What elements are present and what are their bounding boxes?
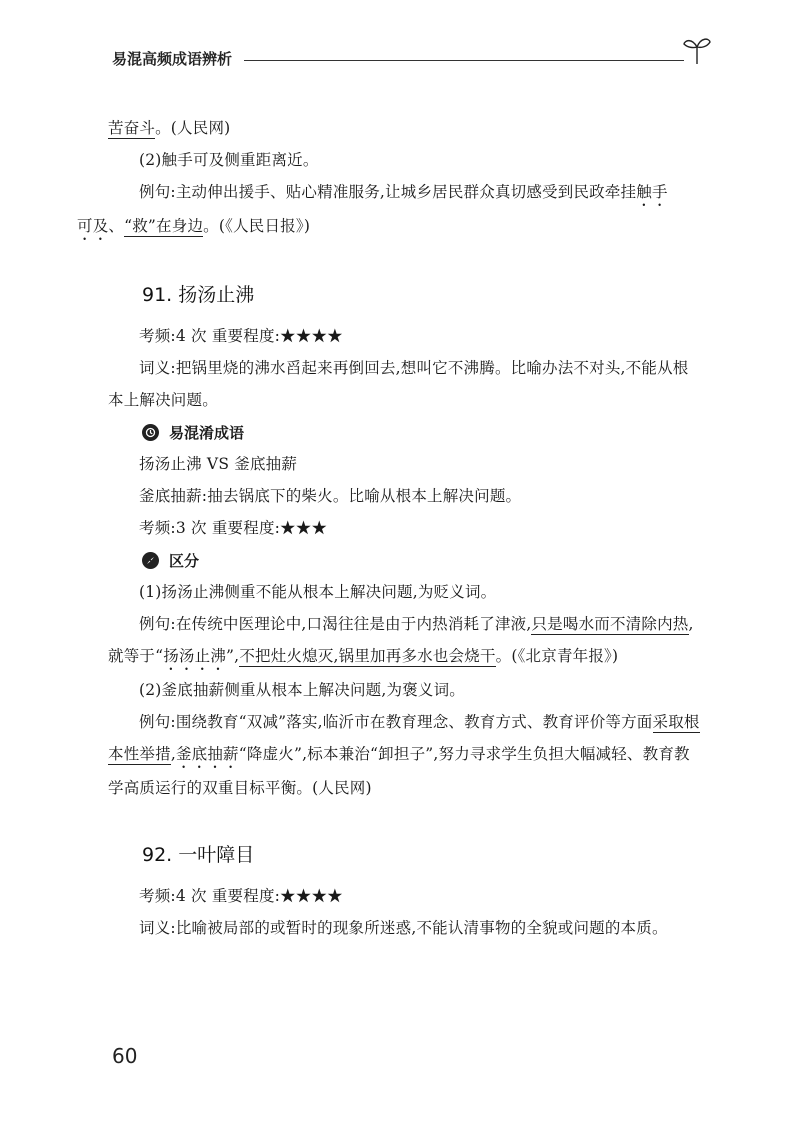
difference-point-1: (1)扬汤止沸侧重不能从根本上解决问题,为贬义词。 [139,583,497,601]
header-title: 易混高频成语辨析 [112,50,233,68]
header-rule [244,60,684,61]
example-sentence: 例句:主动伸出援手、贴心精准服务,让城乡居民群众真切感受到民政牵挂触手 可及、“救”在身边。(《人民日报》) [77,183,668,235]
entry-91-frequency: 考频:4 次 重要程度:★★★★ [139,327,343,345]
confuse-heading: 易混淆成语 [142,416,702,448]
entry-92-meaning: 词义:比喻被局部的或暂时的现象所迷惑,不能认清事物的全貌或问题的本质。 [139,919,668,937]
page-body [77,112,702,944]
running-header [112,48,692,72]
entry-92-frequency: 考频:4 次 重要程度:★★★★ [139,887,343,905]
compass-icon [142,552,159,569]
other-idiom-frequency: 考频:3 次 重要程度:★★★ [139,519,328,537]
paragraph-point-2: (2)触手可及侧重距离近。 [139,151,319,169]
entry-92-title: 92. 一叶障目 [142,844,255,866]
page-number: 60 [112,1044,138,1068]
clock-icon [142,424,159,441]
idiom-pair: 扬汤止沸 VS 釜底抽薪 [139,455,298,473]
example-sentence-2: 例句:围绕教育“双减”落实,临沂市在教育理念、教育方式、教育评价等方面采取根本性举措,釜底抽薪“降虚火”,标本兼治“卸担子”,努力寻求学生负担大幅减轻、教育教学高质运行的双重目标平衡。(人民网) [108,713,700,797]
entry-91-title: 91. 扬汤止沸 [142,284,255,306]
sprout-icon [682,34,712,66]
entry-91-meaning: 词义:把锅里烧的沸水舀起来再倒回去,想叫它不沸腾。比喻办法不对头,不能从根本上解决问题。 [108,359,689,409]
other-idiom-meaning: 釜底抽薪:抽去锅底下的柴火。比喻从根本上解决问题。 [139,487,522,505]
difference-heading: 区分 [142,544,702,576]
example-sentence-1: 例句:在传统中医理论中,口渴往往是由于内热消耗了津液,只是喝水而不清除内热,就等于“扬汤止沸”,不把灶火熄灭,锅里加再多水也会烧干。(《北京青年报》) [108,615,694,665]
paragraph-continued: 苦奋斗。(人民网) [108,119,231,137]
difference-point-2: (2)釜底抽薪侧重从根本上解决问题,为褒义词。 [139,681,465,699]
